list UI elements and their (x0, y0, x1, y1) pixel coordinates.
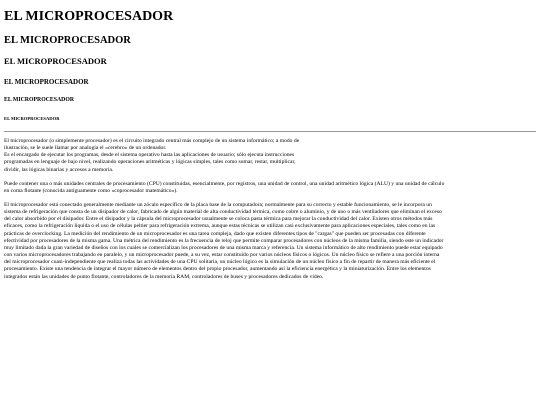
heading-level-5: EL MICROPROCESADOR (4, 96, 75, 103)
text-line: sistema de refrigeración que consta de un disipador de calor, fabricado de algún material de alta conductividad térmica, como cobre o aluminio, y de uno o más ventiladores que eliminan el exceso (4, 209, 442, 216)
heading-level-6: EL MICROPROCESADOR (4, 115, 60, 121)
horizontal-divider (4, 131, 536, 132)
text-line: Es el encargado de ejecutar los programas, desde el sistema operativo hasta las aplicaciones de usuario; sólo ejecuta instrucciones (4, 152, 295, 159)
text-line: procesamiento. Existe una tendencia de integrar el mayor número de elementos dentro del propio procesador, aumentando así la eficiencia energética y la miniaturización. Entre los elementos (4, 266, 431, 273)
text-line: Puede contener una o más unidades centrales de procesamiento (CPU) constituidas, esencialmente, por registros, una unidad de control, una unidad aritmético lógica (ALU) y una unidad de cálculo (4, 180, 445, 187)
paragraph-definition (4, 138, 536, 174)
text-line: del calor absorbido por el disipador. Entre el disipador y la cápsula del microprocesador usualmente se coloca pasta térmica para mejorar la conductividad del calor. Existen otros métodos más (4, 216, 433, 223)
text-line: en coma flotante (conocida antiguamente como «coprocesador matemático»). (4, 187, 178, 194)
text-line: El microprocesador (o simplemente procesador) es el circuito integrado central más complejo de un sistema informático; a modo de (4, 137, 300, 144)
document-page (0, 9, 540, 281)
text-line: del microprocesador cuasi-independiente que realiza todas las actividades de una CPU solitaria, un núcleo lógico es la simulación de un núcleo físico a fin de repartir de manera más eficiente el (4, 259, 436, 266)
text-line: programadas en lenguaje de bajo nivel, realizando operaciones aritméticas y lógicas simples, tales como sumar, restar, multiplicar, (4, 159, 296, 166)
text-line: ilustración, se le suele llamar por analogía el «cerebro» de un ordenador. (4, 145, 167, 152)
heading-level-1: EL MICROPROCESADOR (4, 9, 174, 24)
text-line: dividir, las lógicas binarias y accesos a memoria. (4, 166, 114, 173)
text-line: con varios microprocesadores trabajando en paralelo, y un microprocesador puede, a su vez, estar constituido por varios núcleos físicos o lógicos. Un núcleo físico se refiere a una porción interna (4, 252, 440, 259)
heading-level-4: EL MICROPROCESADOR (4, 77, 89, 86)
text-line: El microprocesador está conectado generalmente mediante un zócalo específico de la placa base de la computadora; normalmente para su correcto y estable funcionamiento, se le incorpora un (4, 202, 432, 208)
heading-level-3: EL MICROPROCESADOR (4, 56, 107, 67)
paragraph-details (4, 202, 536, 281)
heading-level-2: EL MICROPROCESADOR (4, 35, 131, 47)
text-line: eficaces, como la refrigeración líquida o el uso de células peltier para refrigeración extrema, aunque estas técnicas se utilizan casi exclusivamente para aplicaciones especiales, tales como en las (4, 223, 436, 230)
text-line: muy limitado dada la gran variedad de diseños con los cuales se comercializan los procesadores de una misma marca y referencia. Un sistema informático de alto rendimiento puede estar equipado (4, 244, 443, 251)
paragraph-components (4, 181, 536, 195)
text-line: efectividad por procesadores de la misma gama. Una métrica del rendimiento es la frecuencia de reloj que permite comparar procesadores con núcleos de la misma familia, siendo este un indicador (4, 237, 444, 244)
text-line: prácticas de overclocking. La medición del rendimiento de un microprocesador es una tarea compleja, dado que existen diferentes tipos de "cargas" que pueden ser procesadas con diferente (4, 230, 426, 237)
text-line: integrados están las unidades de punto flotante, controladores de la memoria RAM, controladores de buses y procesadores dedicados de vídeo. (4, 273, 324, 280)
